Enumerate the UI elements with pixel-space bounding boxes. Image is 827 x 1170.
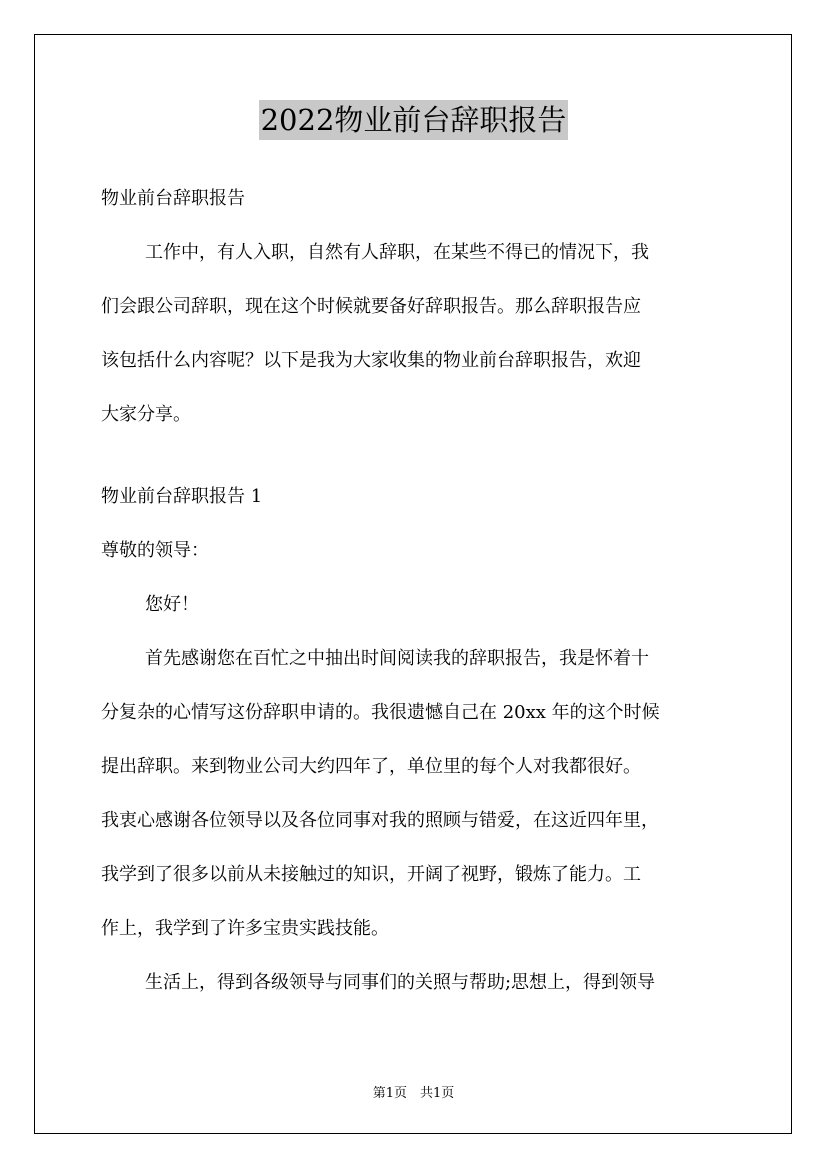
intro-line-1: 工作中，有人入职，自然有人辞职，在某些不得已的情况下，我 — [145, 242, 649, 263]
para2-line-1: 生活上，得到各级领导与同事们的关照与帮助;思想上，得到领导 — [145, 972, 656, 993]
para1-line-4: 我衷心感谢各位领导以及各位同事对我的照顾与错爱，在这近四年里， — [101, 810, 659, 831]
document-heading: 物业前台辞职报告 — [101, 188, 245, 209]
document-body — [101, 172, 741, 1010]
salutation: 尊敬的领导： — [101, 540, 209, 561]
para1-line-6: 作上，我学到了许多宝贵实践技能。 — [101, 918, 389, 939]
para1-line-3: 提出辞职。来到物业公司大约四年了，单位里的每个人对我都很好。 — [101, 756, 641, 777]
intro-line-4: 大家分享。 — [101, 404, 191, 425]
para1-line-1: 首先感谢您在百忙之中抽出时间阅读我的辞职报告，我是怀着十 — [145, 648, 649, 669]
page-footer — [0, 1082, 827, 1101]
document-title — [0, 100, 827, 140]
document-title-text: 2022物业前台辞职报告 — [259, 100, 569, 140]
page-number-label: 第1页 共1页 — [372, 1086, 455, 1101]
para1-line-2: 分复杂的心情写这份辞职申请的。我很遗憾自己在 20xx 年的这个时候 — [101, 702, 660, 723]
intro-line-2: 们会跟公司辞职，现在这个时候就要备好辞职报告。那么辞职报告应 — [101, 296, 641, 317]
greeting: 您好！ — [145, 594, 199, 615]
intro-line-3: 该包括什么内容呢？以下是我为大家收集的物业前台辞职报告，欢迎 — [101, 350, 641, 371]
section-title: 物业前台辞职报告 1 — [101, 486, 263, 507]
para1-line-5: 我学到了很多以前从未接触过的知识，开阔了视野，锻炼了能力。工 — [101, 864, 641, 885]
